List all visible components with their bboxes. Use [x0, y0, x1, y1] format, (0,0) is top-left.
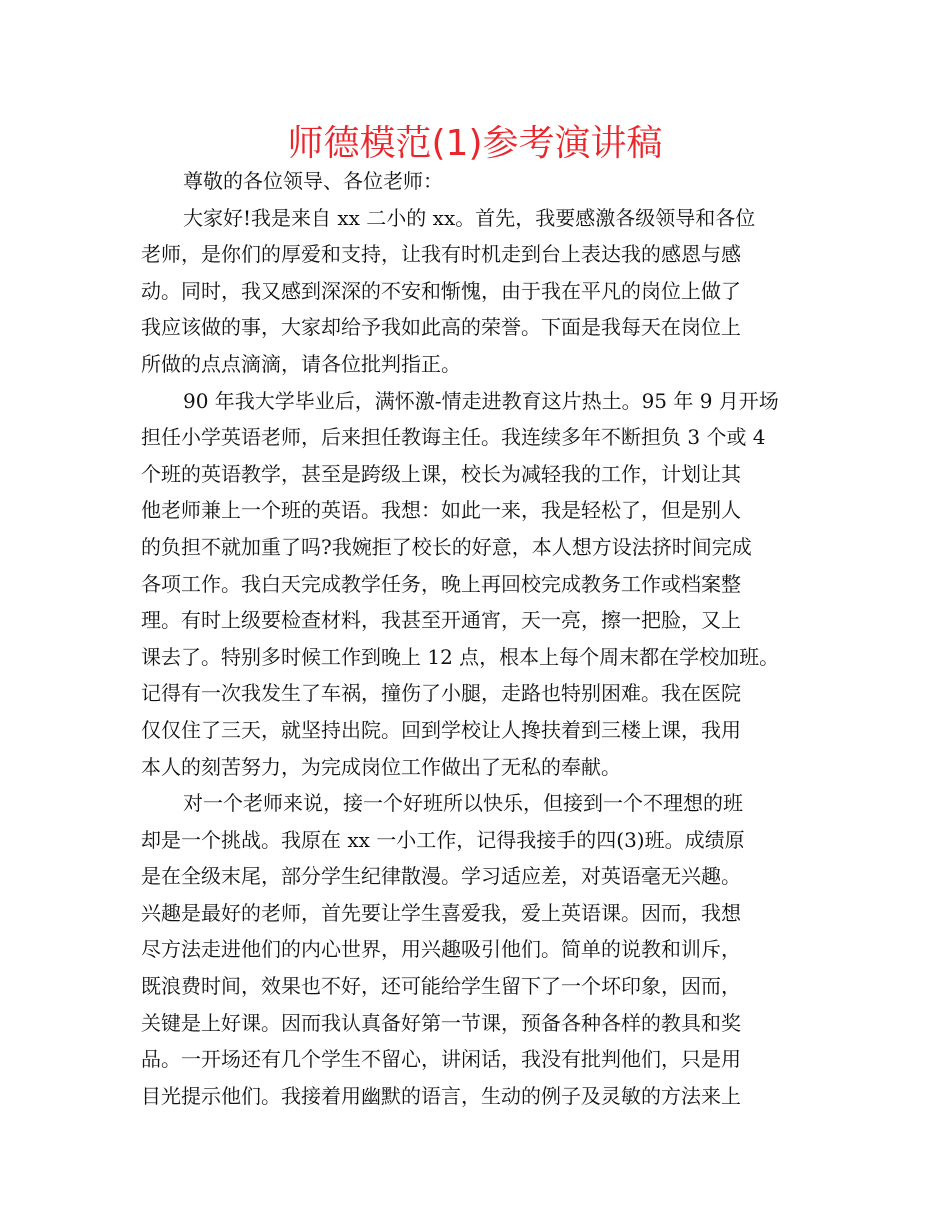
paragraph-line: 本人的刻苦努力，为完成岗位工作做出了无私的奉献。 — [141, 754, 621, 779]
salutation-line: 尊敬的各位领导、各位老师： — [183, 169, 443, 193]
paragraph-line: 却是一个挑战。我原在 xx 一小工作，记得我接手的四(3)班。成绩原 — [141, 827, 745, 852]
paragraph-line: 既浪费时间，效果也不好，还可能给学生留下了一个坏印象，因而， — [141, 974, 741, 999]
paragraph-line: 对一个老师来说，接一个好班所以快乐，但接到一个不理想的班 — [183, 791, 743, 816]
paragraph-line: 我应该做的事，大家却给予我如此高的荣誉。下面是我每天在岗位上 — [141, 315, 741, 340]
paragraph-line: 目光提示他们。我接着用幽默的语言，生动的例子及灵敏的方法来上 — [141, 1083, 741, 1108]
paragraph-line: 尽方法走进他们的内心世界，用兴趣吸引他们。简单的说教和训斥， — [141, 937, 741, 962]
paragraph-line: 是在全级末尾，部分学生纪律散漫。学习适应差，对英语毫无兴趣。 — [141, 864, 741, 889]
paragraph-line: 理。有时上级要检查材料，我甚至开通宵，天一亮，擦一把脸，又上 — [141, 608, 741, 633]
paragraph-line: 各项工作。我白天完成教学任务，晚上再回校完成教务工作或档案整 — [141, 571, 741, 596]
paragraph-line: 记得有一次我发生了车祸，撞伤了小腿，走路也特别困难。我在医院 — [141, 681, 741, 706]
document-body — [141, 163, 821, 1114]
paragraph-line: 的负担不就加重了吗?我婉拒了校长的好意，本人想方设法挤时间完成 — [141, 534, 752, 559]
document-title: 师德模范(1)参考演讲稿 — [287, 123, 663, 164]
paragraph-line: 关键是上好课。因而我认真备好第一节课，预备各种各样的教具和奖 — [141, 1010, 741, 1035]
paragraph-line: 课去了。特别多时候工作到晚上 12 点，根本上每个周末都在学校加班。 — [141, 644, 780, 669]
paragraph-line: 个班的英语教学，甚至是跨级上课，校长为减轻我的工作，计划让其 — [141, 461, 741, 486]
paragraph-line: 兴趣是最好的老师，首先要让学生喜爱我，爱上英语课。因而，我想 — [141, 900, 741, 925]
paragraph-line: 品。一开场还有几个学生不留心，讲闲话，我没有批判他们，只是用 — [141, 1047, 741, 1072]
paragraph-line: 所做的点点滴滴，请各位批判指正。 — [141, 351, 461, 376]
paragraph-line: 仅仅住了三天，就坚持出院。回到学校让人搀扶着到三楼上课，我用 — [141, 717, 741, 742]
paragraph-line: 动。同时，我又感到深深的不安和惭愧，由于我在平凡的岗位上做了 — [141, 278, 741, 303]
paragraph-line: 大家好!我是来自 xx 二小的 xx。首先，我要感激各级领导和各位 — [183, 205, 756, 230]
paragraph-line: 担任小学英语老师，后来担任教诲主任。我连续多年不断担负 3 个或 4 — [141, 425, 766, 450]
paragraph-line: 老师，是你们的厚爱和支持，让我有时机走到台上表达我的感恩与感 — [141, 242, 741, 267]
paragraph-line: 90 年我大学毕业后，满怀激-情走进教育这片热土。95 年 9 月开场 — [183, 388, 779, 413]
paragraph-line: 他老师兼上一个班的英语。我想：如此一来，我是轻松了，但是别人 — [141, 498, 741, 523]
